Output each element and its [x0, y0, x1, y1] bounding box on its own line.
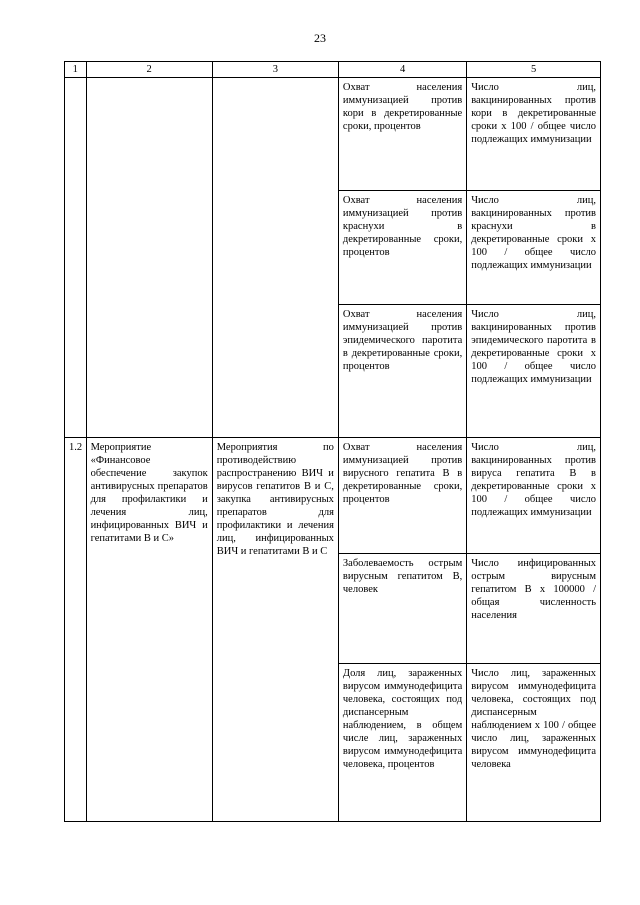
formula-cell: Число лиц, зараженных вирусом иммунодефицита человека, состоящих под диспансерным наблюдением х 100 / общее число лиц, зараженных вирусом иммунодефицита человека [467, 664, 601, 822]
table-row [65, 78, 601, 191]
formula-cell: Число инфицированных острым вирусным гепатитом В х 100000 / общая численность населения [467, 554, 601, 664]
header-cell-3: 3 [212, 62, 338, 78]
indicator-cell: Охват населения иммунизацией против вирусного гепатита В в декретированные сроки, процентов [338, 438, 466, 554]
indicators-table [64, 61, 601, 822]
formula-cell: Число лиц, вакцинированных против кори в декретированные сроки х 100 / общее число подлежащих иммунизации [467, 78, 601, 191]
indicator-cell: Охват населения иммунизацией против эпидемического паротита в декретированные сроки, процентов [338, 305, 466, 438]
continuation-measures-cell [212, 78, 338, 438]
indicator-cell: Охват населения иммунизацией против кори в декретированные сроки, процентов [338, 78, 466, 191]
header-cell-5: 5 [467, 62, 601, 78]
indicator-cell: Заболеваемость острым вирусным гепатитом В, человек [338, 554, 466, 664]
indicator-cell: Охват населения иммунизацией против краснухи в декретированные сроки, процентов [338, 191, 466, 305]
event-cell: Мероприятие «Финансовое обеспечение закупок антивирусных препаратов для профилактики и лечения лиц, инфицированных ВИЧ и гепатитами В и С» [86, 438, 212, 822]
formula-cell: Число лиц, вакцинированных против эпидемического паротита в декретированные сроки х 100 / общее число подлежащих иммунизации [467, 305, 601, 438]
table-row [65, 438, 601, 554]
continuation-event-cell [86, 78, 212, 438]
measures-cell: Мероприятия по противодействию распространению ВИЧ и вирусов гепатитов В и С, закупка антивирусных препаратов для профилактики и лечения лиц, инфицированных ВИЧ и гепатитами В и С [212, 438, 338, 822]
item-number-cell: 1.2 [65, 438, 87, 822]
indicator-cell: Доля лиц, зараженных вирусом иммунодефицита человека, состоящих под диспансерным наблюдением, в общем числе лиц, зараженных вирусом иммунодефицита человека, процентов [338, 664, 466, 822]
header-cell-4: 4 [338, 62, 466, 78]
header-cell-1: 1 [65, 62, 87, 78]
continuation-number-cell [65, 78, 87, 438]
formula-cell: Число лиц, вакцинированных против краснухи в декретированные сроки х 100 / общее число подлежащих иммунизации [467, 191, 601, 305]
formula-cell: Число лиц, вакцинированных против вируса гепатита В в декретированные сроки х 100 / общее число подлежащих иммунизации [467, 438, 601, 554]
table-header-row [65, 62, 601, 78]
page-number: 23 [314, 31, 326, 45]
header-cell-2: 2 [86, 62, 212, 78]
